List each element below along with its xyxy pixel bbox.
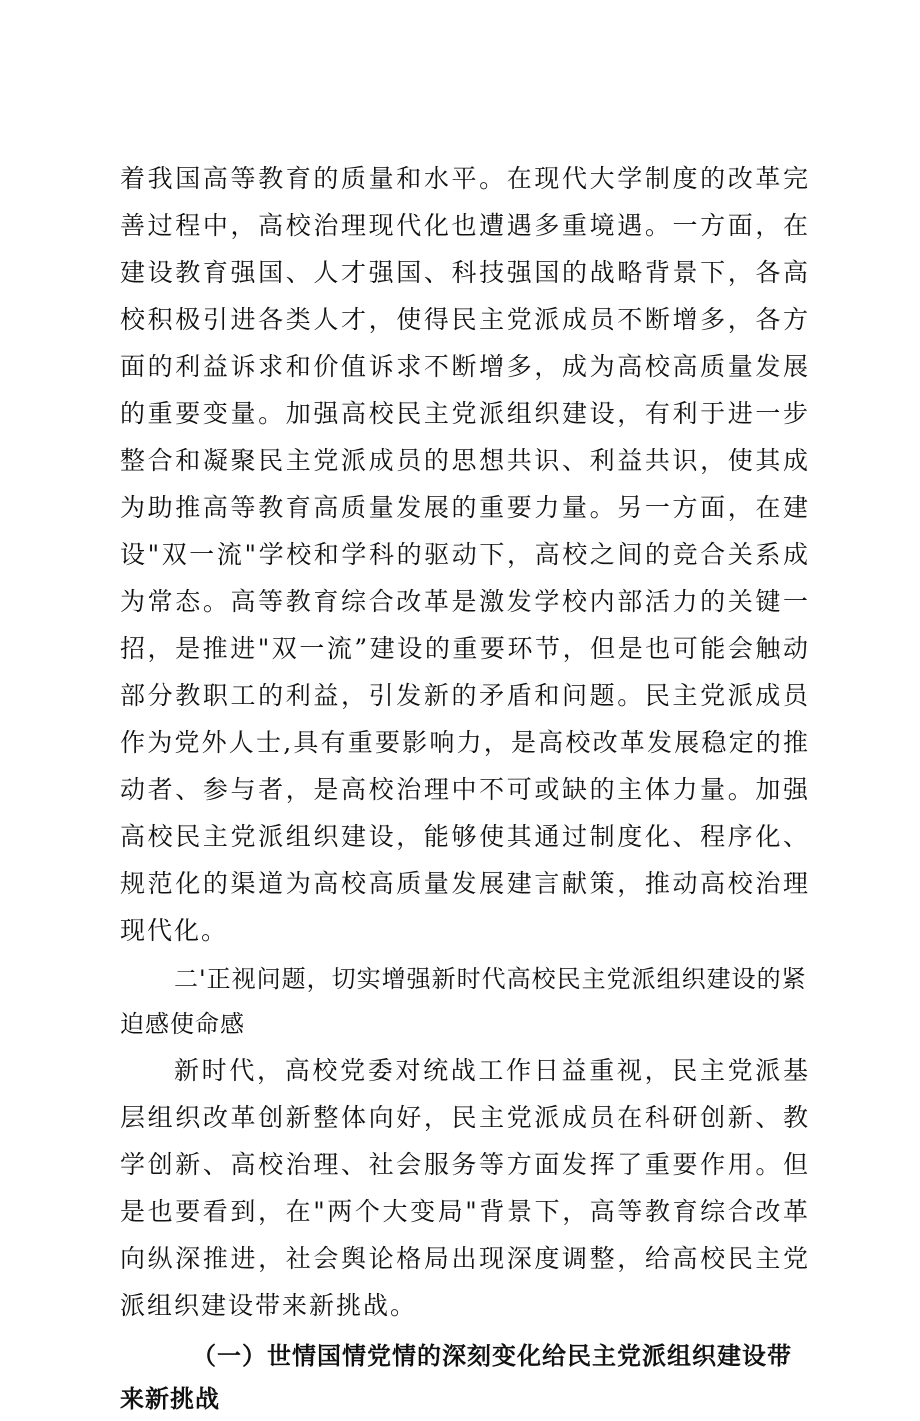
document-body (120, 155, 810, 1421)
body-paragraph: 着我国高等教育的质量和水平。在现代大学制度的改革完善过程中，高校治理现代化也遭遇多重境遇。一方面，在建设教育强国、人才强国、科技强国的战略背景下，各高校积极引进各类人才，使得民主党派成员不断增多，各方面的利益诉求和价值诉求不断增多，成为高校高质量发展的重要变量。加强高校民主党派组织建设，有利于进一步整合和凝聚民主党派成员的思想共识、利益共识，使其成为助推高等教育高质量发展的重要力量。另一方面，在建设"双一流"学校和学科的驱动下，高校之间的竞合关系成为常态。高等教育综合改革是激发学校内部活力的关键一招，是推进"双一流”建设的重要环节，但是也可能会触动部分教职工的利益，引发新的矛盾和问题。民主党派成员作为党外人士,具有重要影响力，是高校改革发展稳定的推动者、参与者，是高校治理中不可或缺的主体力量。加强高校民主党派组织建设，能够使其通过制度化、程序化、规范化的渠道为高校高质量发展建言献策，推动高校治理现代化。 (120, 164, 810, 945)
subsection-heading: （一）世情国情党情的深刻变化给民主党派组织建设带来新挑战 (120, 1342, 792, 1413)
body-paragraph: 新时代，高校党委对统战工作日益重视，民主党派基层组织改革创新整体向好，民主党派成员在科研创新、教学创新、高校治理、社会服务等方面发挥了重要作用。但是也要看到，在"两个大变局"背景下，高等教育综合改革向纵深推进，社会舆论格局出现深度调整，给高校民主党派组织建设带来新挑战。 (120, 1056, 810, 1320)
section-heading: 二'正视问题，切实增强新时代高校民主党派组织建设的紧迫感使命感 (120, 965, 807, 1038)
